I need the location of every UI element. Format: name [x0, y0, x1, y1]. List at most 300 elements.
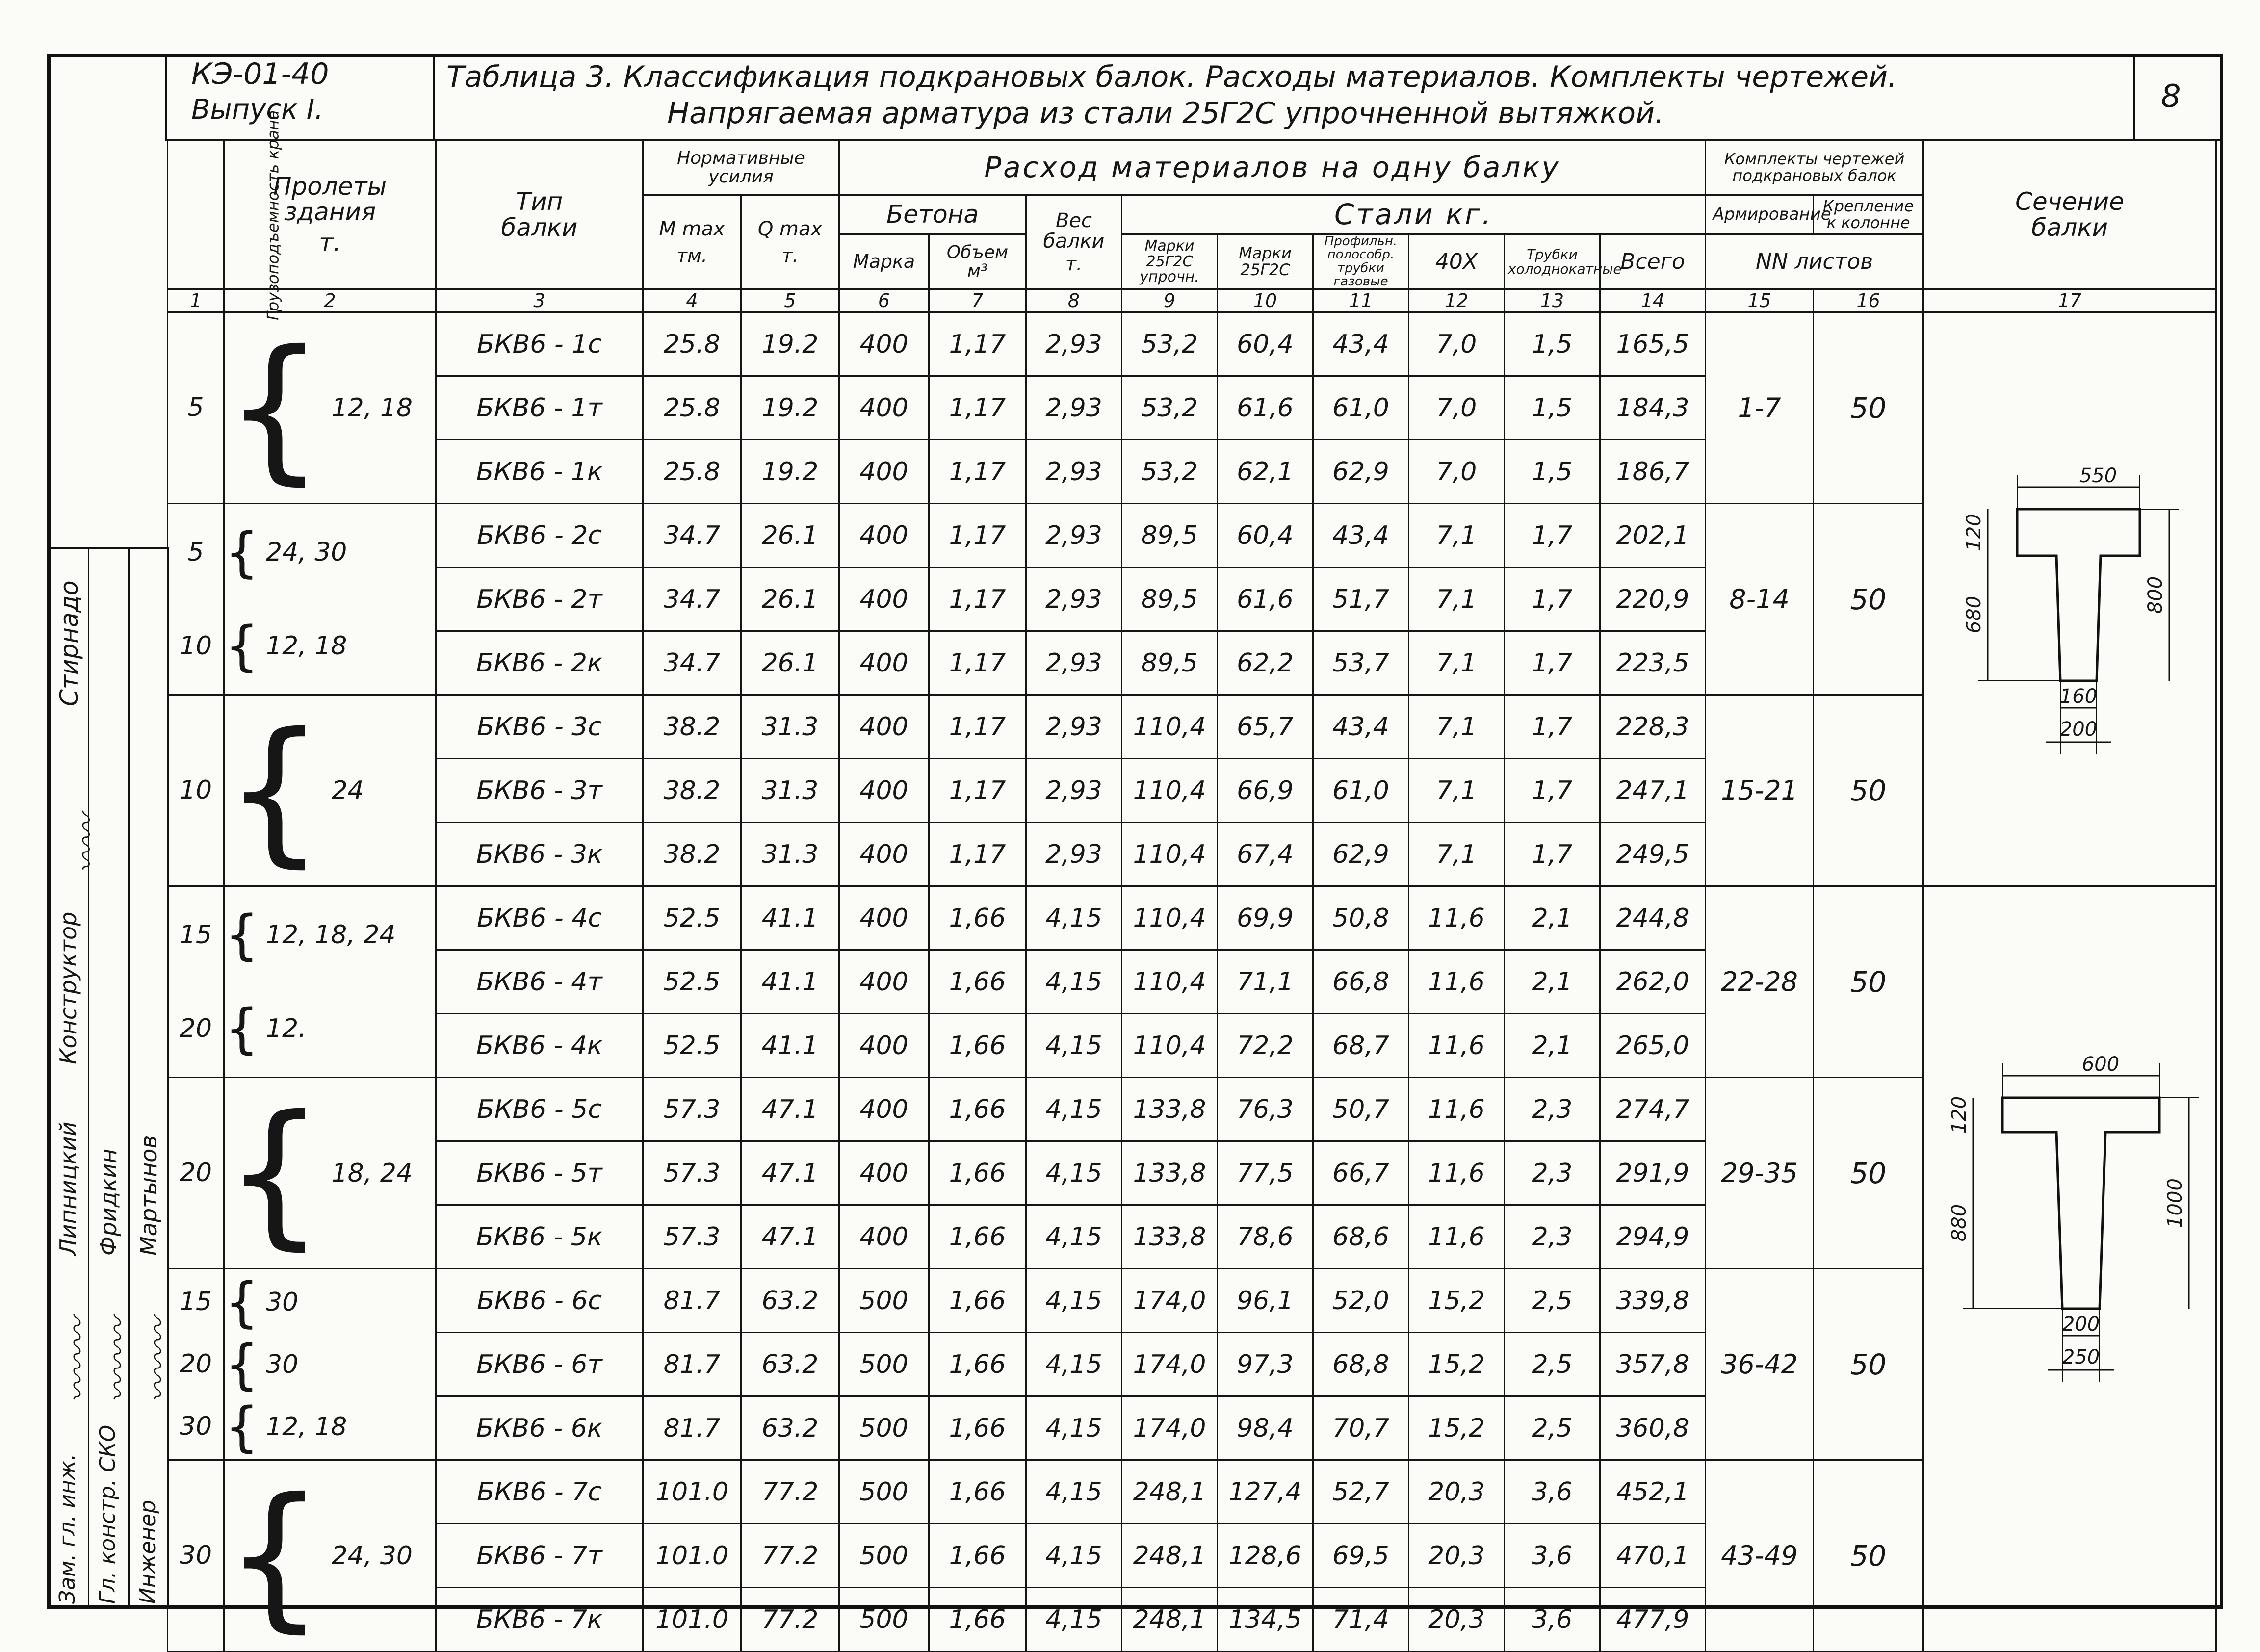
value-cell: 1,17 [929, 440, 1026, 504]
value-cell: 47.1 [741, 1078, 839, 1141]
value-cell: 61,0 [1313, 759, 1409, 823]
value-cell: 66,8 [1313, 950, 1409, 1014]
value-cell: 1,17 [929, 759, 1026, 823]
base-width-label: 200 [2059, 718, 2098, 741]
crane-capacity-value: 5 [187, 393, 204, 423]
value-cell: 26.1 [741, 568, 839, 631]
beam-type-cell: БКВ6 - 1т [436, 376, 643, 440]
value-cell: 7,1 [1409, 568, 1505, 631]
value-cell: 223,5 [1600, 631, 1706, 695]
crane-capacity-value: 10 [179, 775, 212, 805]
value-cell: 174,0 [1122, 1269, 1218, 1333]
value-cell: 25.8 [643, 376, 741, 440]
beam-type-cell: БКВ6 - 5с [436, 1078, 643, 1141]
brace-mark: { [225, 1333, 259, 1396]
value-cell: 11,6 [1409, 1078, 1505, 1141]
value-cell: 50,7 [1313, 1078, 1409, 1141]
spans-cell [224, 1269, 436, 1460]
beam-type-cell: БКВ6 - 6т [436, 1333, 643, 1396]
value-cell: 25.8 [643, 440, 741, 504]
reinforcement-sheets-cell: 8-14 [1706, 504, 1814, 695]
value-cell: 110,4 [1122, 823, 1218, 886]
value-cell: 3,6 [1505, 1588, 1600, 1652]
beam-type-cell: БКВ6 - 6к [436, 1396, 643, 1460]
column-number: 16 [1814, 289, 1923, 312]
value-cell: 1,17 [929, 504, 1026, 568]
header-concrete-grade: Марка [839, 234, 929, 289]
value-cell: 7,0 [1409, 312, 1505, 376]
value-cell: 20,3 [1409, 1460, 1505, 1524]
value-cell: 1,7 [1505, 504, 1600, 568]
column-number: 13 [1505, 289, 1600, 312]
beam-type-cell: БКВ6 - 1с [436, 312, 643, 376]
value-cell: 61,6 [1218, 568, 1313, 631]
brace-mark: { [225, 1464, 325, 1647]
column-number: 11 [1313, 289, 1409, 312]
spans-cell [224, 1460, 436, 1652]
value-cell: 72,2 [1218, 1014, 1313, 1078]
value-cell: 2,3 [1505, 1078, 1600, 1141]
value-cell: 65,7 [1218, 695, 1313, 759]
fastening-sheets-cell: 50 [1814, 1078, 1923, 1269]
value-cell: 52,0 [1313, 1269, 1409, 1333]
value-cell: 400 [839, 376, 929, 440]
value-cell: 101.0 [643, 1524, 741, 1588]
value-cell: 1,66 [929, 1141, 1026, 1205]
brace-mark: { [225, 903, 259, 967]
value-cell: 248,1 [1122, 1460, 1218, 1524]
value-cell: 52.5 [643, 950, 741, 1014]
crane-capacity-cell [168, 312, 224, 504]
beam-type-cell: БКВ6 - 4к [436, 1014, 643, 1078]
signature-name-4: Мартынов [135, 1135, 162, 1256]
header-spans: Пролеты здания т. [224, 140, 436, 289]
table-row [168, 504, 2216, 568]
value-cell: 71,4 [1313, 1588, 1409, 1652]
flange-thickness-label: 120 [1948, 1096, 1971, 1134]
value-cell: 2,5 [1505, 1269, 1600, 1333]
crane-capacity-cell [168, 886, 224, 1078]
brace-mark: { [225, 1082, 325, 1265]
crane-capacity-value: 30 [179, 1541, 212, 1571]
header-pipes-cold-rolled: Трубки холоднокатные [1505, 234, 1600, 289]
header-steel-25g2s: Марки 25Г2С [1218, 234, 1313, 289]
column-number: 12 [1409, 289, 1505, 312]
value-cell: 1,66 [929, 1524, 1026, 1588]
crane-capacity-value: 30 [179, 1412, 212, 1442]
value-cell: 500 [839, 1333, 929, 1396]
value-cell: 2,93 [1026, 568, 1122, 631]
value-cell: 2,93 [1026, 440, 1122, 504]
value-cell: 2,1 [1505, 886, 1600, 950]
value-cell: 26.1 [741, 631, 839, 695]
value-cell: 62,9 [1313, 823, 1409, 886]
value-cell: 52,7 [1313, 1460, 1409, 1524]
value-cell: 11,6 [1409, 1205, 1505, 1269]
header-steel-profile-pipes: Профильн. полособр. трубки газовые [1313, 234, 1409, 289]
value-cell: 4,15 [1026, 1333, 1122, 1396]
value-cell: 186,7 [1600, 440, 1706, 504]
value-cell: 2,3 [1505, 1141, 1600, 1205]
value-cell: 81.7 [643, 1269, 741, 1333]
signature-role-engineer: Инженер [135, 1499, 160, 1604]
value-cell: 51,7 [1313, 568, 1409, 631]
brace-mark: { [225, 316, 325, 499]
value-cell: 400 [839, 1078, 929, 1141]
value-cell: 34.7 [643, 568, 741, 631]
value-cell: 71,1 [1218, 950, 1313, 1014]
value-cell: 400 [839, 1205, 929, 1269]
value-cell: 400 [839, 312, 929, 376]
beam-type-cell: БКВ6 - 7к [436, 1588, 643, 1652]
header-beam-type: Тип балки [436, 140, 643, 289]
value-cell: 184,3 [1600, 376, 1706, 440]
header-crane-capacity: Грузоподъемность крана [168, 140, 224, 289]
value-cell: 452,1 [1600, 1460, 1706, 1524]
table-row [168, 695, 2216, 759]
value-cell: 470,1 [1600, 1524, 1706, 1588]
span-value: 12, 18 [266, 1412, 347, 1442]
value-cell: 400 [839, 823, 929, 886]
web-bottom-label: 160 [2059, 685, 2098, 708]
fastening-sheets-cell: 50 [1814, 504, 1923, 695]
value-cell: 7,0 [1409, 376, 1505, 440]
value-cell: 1,66 [929, 1078, 1026, 1141]
value-cell: 2,93 [1026, 376, 1122, 440]
column-number: 4 [643, 289, 741, 312]
spans-cell [224, 886, 436, 1078]
value-cell: 60,4 [1218, 312, 1313, 376]
beam-section-drawing [1924, 887, 2215, 1634]
value-cell: 67,4 [1218, 823, 1313, 886]
value-cell: 2,3 [1505, 1205, 1600, 1269]
header-steel: Стали кг. [1122, 195, 1706, 234]
value-cell: 400 [839, 695, 929, 759]
value-cell: 1,66 [929, 950, 1026, 1014]
fastening-sheets-cell: 50 [1814, 1460, 1923, 1652]
value-cell: 47.1 [741, 1205, 839, 1269]
value-cell: 133,8 [1122, 1205, 1218, 1269]
brace-mark: { [225, 1270, 259, 1334]
signature-role-chief: Гл. констр. СКО [95, 1424, 120, 1604]
value-cell: 400 [839, 950, 929, 1014]
value-cell: 2,93 [1026, 695, 1122, 759]
value-cell: 110,4 [1122, 759, 1218, 823]
value-cell: 68,8 [1313, 1333, 1409, 1396]
value-cell: 360,8 [1600, 1396, 1706, 1460]
value-cell: 110,4 [1122, 1014, 1218, 1078]
column-number: 3 [436, 289, 643, 312]
value-cell: 77.2 [741, 1524, 839, 1588]
crane-capacity-cell [168, 695, 224, 886]
value-cell: 4,15 [1026, 1014, 1122, 1078]
column-number: 8 [1026, 289, 1122, 312]
value-cell: 31.3 [741, 695, 839, 759]
reinforcement-sheets-cell: 29-35 [1706, 1078, 1814, 1269]
flange-width-label: 550 [2079, 465, 2117, 488]
value-cell: 265,0 [1600, 1014, 1706, 1078]
value-cell: 7,1 [1409, 759, 1505, 823]
value-cell: 63.2 [741, 1333, 839, 1396]
beam-type-cell: БКВ6 - 3к [436, 823, 643, 886]
reinforcement-sheets-cell: 15-21 [1706, 695, 1814, 886]
beam-type-cell: БКВ6 - 1к [436, 440, 643, 504]
value-cell: 500 [839, 1524, 929, 1588]
value-cell: 1,66 [929, 1460, 1026, 1524]
beam-type-cell: БКВ6 - 7с [436, 1460, 643, 1524]
signature-role-deputy: Зам. гл. инж. [55, 1453, 80, 1604]
value-cell: 41.1 [741, 950, 839, 1014]
value-cell: 400 [839, 1141, 929, 1205]
value-cell: 2,5 [1505, 1333, 1600, 1396]
value-cell: 53,2 [1122, 440, 1218, 504]
value-cell: 66,7 [1313, 1141, 1409, 1205]
document-issue: Выпуск I. [191, 94, 324, 126]
table-body [168, 312, 2216, 1652]
value-cell: 38.2 [643, 823, 741, 886]
beam-type-cell: БКВ6 - 7т [436, 1524, 643, 1588]
flange-width-label: 600 [2081, 1053, 2120, 1076]
value-cell: 77.2 [741, 1460, 839, 1524]
beam-outline [2017, 509, 2140, 681]
value-cell: 11,6 [1409, 886, 1505, 950]
value-cell: 339,8 [1600, 1269, 1706, 1333]
value-cell: 81.7 [643, 1396, 741, 1460]
beam-type-cell: БКВ6 - 4т [436, 950, 643, 1014]
value-cell: 3,6 [1505, 1460, 1600, 1524]
value-cell: 41.1 [741, 1014, 839, 1078]
crane-capacity-value: 15 [179, 920, 212, 950]
value-cell: 34.7 [643, 631, 741, 695]
value-cell: 291,9 [1600, 1141, 1706, 1205]
value-cell: 101.0 [643, 1460, 741, 1524]
value-cell: 1,5 [1505, 376, 1600, 440]
value-cell: 68,7 [1313, 1014, 1409, 1078]
crane-capacity-cell [168, 504, 224, 695]
beam-type-cell: БКВ6 - 6с [436, 1269, 643, 1333]
crane-capacity-value: 5 [187, 538, 204, 568]
value-cell: 61,6 [1218, 376, 1313, 440]
value-cell: 69,5 [1313, 1524, 1409, 1588]
brace-mark: { [225, 1395, 259, 1458]
value-cell: 1,7 [1505, 823, 1600, 886]
value-cell: 133,8 [1122, 1078, 1218, 1141]
value-cell: 1,17 [929, 695, 1026, 759]
fastening-sheets-cell: 50 [1814, 1269, 1923, 1460]
handwritten-signature-3: 〰〰〰 [102, 1317, 135, 1403]
value-cell: 1,66 [929, 1205, 1026, 1269]
value-cell: 1,17 [929, 823, 1026, 886]
beam-type-cell: БКВ6 - 5т [436, 1141, 643, 1205]
signature-name-2: Липницкий [55, 1121, 81, 1256]
value-cell: 400 [839, 759, 929, 823]
value-cell: 174,0 [1122, 1396, 1218, 1460]
crane-capacity-cell [168, 1269, 224, 1460]
value-cell: 1,7 [1505, 568, 1600, 631]
value-cell: 19.2 [741, 440, 839, 504]
fastening-sheets-cell: 50 [1814, 886, 1923, 1078]
span-value: 12, 18, 24 [266, 920, 396, 950]
value-cell: 15,2 [1409, 1269, 1505, 1333]
value-cell: 81.7 [643, 1333, 741, 1396]
reinforcement-sheets-cell: 43-49 [1706, 1460, 1814, 1652]
value-cell: 294,9 [1600, 1205, 1706, 1269]
value-cell: 4,15 [1026, 1460, 1122, 1524]
value-cell: 500 [839, 1396, 929, 1460]
value-cell: 400 [839, 504, 929, 568]
value-cell: 89,5 [1122, 631, 1218, 695]
fastening-sheets-cell: 50 [1814, 695, 1923, 886]
reinforcement-sheets-cell: 22-28 [1706, 886, 1814, 1078]
value-cell: 228,3 [1600, 695, 1706, 759]
value-cell: 70,7 [1313, 1396, 1409, 1460]
header-concrete: Бетона [839, 195, 1026, 234]
value-cell: 31.3 [741, 823, 839, 886]
spans-cell [224, 504, 436, 695]
beam-type-cell: БКВ6 - 2с [436, 504, 643, 568]
value-cell: 7,0 [1409, 440, 1505, 504]
value-cell: 11,6 [1409, 1014, 1505, 1078]
value-cell: 77,5 [1218, 1141, 1313, 1205]
value-cell: 1,5 [1505, 312, 1600, 376]
header-steel-25g2s-hardened: Марки 25Г2С упрочн. [1122, 234, 1218, 289]
value-cell: 62,1 [1218, 440, 1313, 504]
value-cell: 202,1 [1600, 504, 1706, 568]
value-cell: 101.0 [643, 1588, 741, 1652]
value-cell: 7,1 [1409, 631, 1505, 695]
span-value: 12, 18 [331, 393, 413, 423]
value-cell: 20,3 [1409, 1588, 1505, 1652]
header-concrete-volume: Объем м³ [929, 234, 1026, 289]
value-cell: 110,4 [1122, 950, 1218, 1014]
header-normative-forces: Нормативные усилия [643, 140, 839, 195]
column-number: 2 [224, 289, 436, 312]
beam-type-cell: БКВ6 - 2т [436, 568, 643, 631]
value-cell: 15,2 [1409, 1333, 1505, 1396]
value-cell: 47.1 [741, 1141, 839, 1205]
total-height-label: 800 [2144, 576, 2167, 614]
column-number: 15 [1706, 289, 1814, 312]
value-cell: 110,4 [1122, 886, 1218, 950]
value-cell: 4,15 [1026, 1141, 1122, 1205]
value-cell: 2,93 [1026, 631, 1122, 695]
value-cell: 127,4 [1218, 1460, 1313, 1524]
value-cell: 38.2 [643, 695, 741, 759]
value-cell: 66,9 [1218, 759, 1313, 823]
value-cell: 97,3 [1218, 1333, 1313, 1396]
value-cell: 248,1 [1122, 1524, 1218, 1588]
value-cell: 53,2 [1122, 312, 1218, 376]
value-cell: 31.3 [741, 759, 839, 823]
sheet-number: 8 [2161, 78, 2181, 115]
signature-role-designer: Конструктор [55, 911, 81, 1064]
value-cell: 96,1 [1218, 1269, 1313, 1333]
inner-height-label: 880 [1948, 1204, 1971, 1242]
value-cell: 400 [839, 440, 929, 504]
value-cell: 50,8 [1313, 886, 1409, 950]
value-cell: 128,6 [1218, 1524, 1313, 1588]
value-cell: 400 [839, 631, 929, 695]
reinforcement-sheets-cell: 1-7 [1706, 312, 1814, 504]
value-cell: 77.2 [741, 1588, 839, 1652]
header-steel-40x: 40Х [1409, 234, 1505, 289]
value-cell: 43,4 [1313, 504, 1409, 568]
value-cell: 52.5 [643, 886, 741, 950]
header-sheet-numbers: NN листов [1706, 234, 1923, 289]
span-value: 24, 30 [266, 538, 347, 568]
column-number: 17 [1923, 289, 2216, 312]
crane-capacity-value: 20 [179, 1158, 212, 1188]
beam-type-cell: БКВ6 - 5к [436, 1205, 643, 1269]
value-cell: 2,93 [1026, 504, 1122, 568]
brace-mark: { [225, 699, 325, 882]
crane-capacity-cell [168, 1460, 224, 1652]
value-cell: 19.2 [741, 376, 839, 440]
header-m-max: М max тм. [643, 195, 741, 289]
value-cell: 134,5 [1218, 1588, 1313, 1652]
value-cell: 1,7 [1505, 631, 1600, 695]
value-cell: 2,1 [1505, 1014, 1600, 1078]
value-cell: 20,3 [1409, 1524, 1505, 1588]
value-cell: 7,1 [1409, 823, 1505, 886]
value-cell: 62,2 [1218, 631, 1313, 695]
value-cell: 3,6 [1505, 1524, 1600, 1588]
handwritten-signature-4: 〰〰〰 [142, 1317, 175, 1403]
value-cell: 1,7 [1505, 695, 1600, 759]
value-cell: 61,0 [1313, 376, 1409, 440]
beam-section-cell [1923, 312, 2216, 886]
value-cell: 7,1 [1409, 695, 1505, 759]
value-cell: 1,17 [929, 568, 1026, 631]
value-cell: 110,4 [1122, 695, 1218, 759]
value-cell: 500 [839, 1460, 929, 1524]
signature-name-1: Стирнадо [55, 580, 83, 706]
crane-capacity-value: 10 [179, 631, 212, 661]
header-q-max: Q max т. [741, 195, 839, 289]
value-cell: 4,15 [1026, 1524, 1122, 1588]
table-row [168, 1269, 2216, 1333]
span-value: 12, 18 [266, 631, 347, 661]
beam-type-cell: БКВ6 - 2к [436, 631, 643, 695]
value-cell: 52.5 [643, 1014, 741, 1078]
value-cell: 400 [839, 568, 929, 631]
base-width-label: 250 [2062, 1346, 2100, 1369]
value-cell: 4,15 [1026, 1078, 1122, 1141]
beam-outline [2002, 1098, 2159, 1309]
value-cell: 4,15 [1026, 1588, 1122, 1652]
web-bottom-label: 200 [2062, 1313, 2100, 1336]
value-cell: 1,66 [929, 1014, 1026, 1078]
crane-capacity-value: 20 [179, 1349, 212, 1379]
crane-capacity-cell [168, 1078, 224, 1269]
value-cell: 25.8 [643, 312, 741, 376]
table-row [168, 312, 2216, 376]
crane-capacity-value: 15 [179, 1287, 212, 1317]
brace-mark: { [225, 521, 259, 584]
fastening-sheets-cell: 50 [1814, 312, 1923, 504]
value-cell: 477,9 [1600, 1588, 1706, 1652]
value-cell: 76,3 [1218, 1078, 1313, 1141]
value-cell: 1,66 [929, 1333, 1026, 1396]
document-code: КЭ-01-40 [191, 57, 329, 91]
span-value: 12. [266, 1013, 307, 1043]
value-cell: 57.3 [643, 1078, 741, 1141]
value-cell: 1,66 [929, 886, 1026, 950]
value-cell: 1,17 [929, 312, 1026, 376]
value-cell: 53,7 [1313, 631, 1409, 695]
table-title-line-1: Таблица 3. Классификация подкрановых балок. Расходы материалов. Комплекты чертежей. [446, 60, 1897, 94]
value-cell: 400 [839, 886, 929, 950]
